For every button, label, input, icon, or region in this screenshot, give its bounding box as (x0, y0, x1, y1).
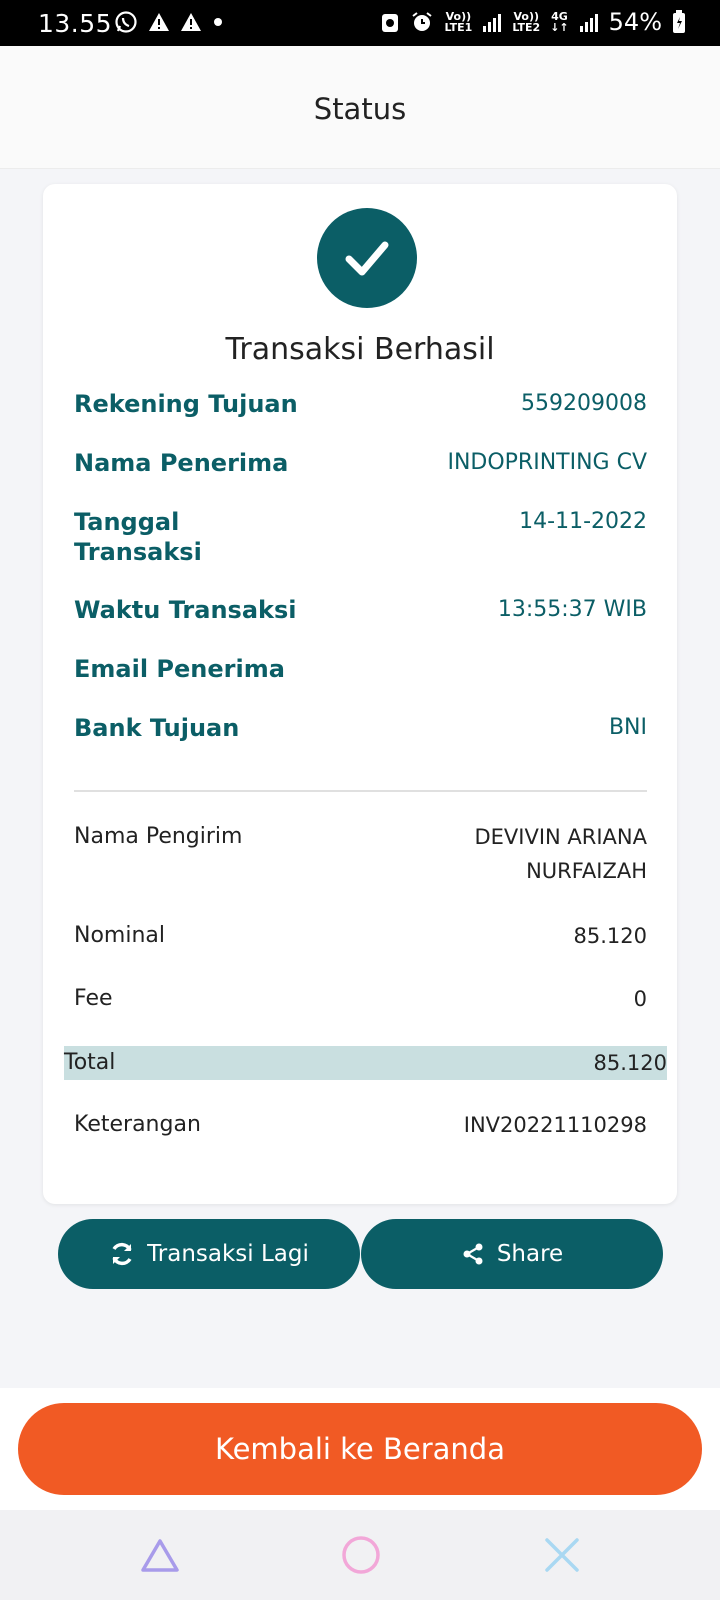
summary-value: 85.120 (573, 924, 647, 948)
recent-cross-icon[interactable] (540, 1533, 584, 1577)
refresh-icon (109, 1241, 135, 1267)
sim2-label: LTE2 (512, 21, 541, 34)
whatsapp-icon (114, 10, 138, 34)
summary-value: 0 (633, 987, 647, 1011)
section-divider (74, 790, 647, 792)
summary-row-sender (74, 820, 647, 890)
success-badge (317, 208, 417, 308)
bottom-panel (0, 1388, 720, 1510)
detail-row-bank (74, 713, 647, 753)
detail-row-email (74, 654, 647, 694)
status-bar (0, 0, 720, 46)
dot-icon (212, 16, 224, 28)
sim1-label: LTE1 (444, 21, 473, 34)
transaction-receipt-card (43, 184, 677, 1204)
summary-row-fee (74, 982, 647, 1018)
home-circle-icon[interactable] (339, 1533, 383, 1577)
checkmark-icon (341, 232, 393, 284)
transaction-status-title: Transaksi Berhasil (225, 332, 495, 367)
detail-row-account (74, 389, 647, 429)
summary-row-total (64, 1046, 667, 1080)
warning-icon (148, 11, 170, 33)
summary-value: DEVIVIN ARIANA NURFAIZAH (474, 825, 647, 883)
detail-value: INDOPRINTING CV (447, 450, 647, 475)
summary-row-nominal (74, 919, 647, 955)
summary-label: Fee (74, 986, 113, 1011)
detail-label: Nama Penerima (74, 449, 289, 477)
signal-icon (482, 12, 502, 32)
summary-label: Nama Pengirim (74, 824, 243, 849)
back-to-home-button[interactable]: Kembali ke Beranda (18, 1403, 702, 1495)
battery-icon (672, 10, 686, 34)
warning-icon (180, 11, 202, 33)
detail-label: Waktu Transaksi (74, 596, 297, 624)
transaction-again-label: Transaksi Lagi (147, 1241, 309, 1267)
detail-label: Bank Tujuan (74, 714, 240, 742)
summary-row-note (74, 1108, 647, 1144)
notification-icons (114, 10, 224, 34)
back-triangle-icon[interactable] (138, 1533, 182, 1577)
detail-label: Rekening Tujuan (74, 390, 298, 418)
share-label: Share (496, 1241, 564, 1267)
detail-label: Tanggal Transaksi (74, 508, 202, 566)
app-header (0, 46, 720, 169)
summary-label: Keterangan (74, 1112, 201, 1137)
detail-value: 559209008 (521, 391, 647, 416)
summary-label: Nominal (74, 923, 165, 948)
alarm-icon (410, 10, 434, 34)
summary-value: INV20221110298 (463, 1113, 647, 1137)
summary-value: 85.120 (593, 1051, 667, 1075)
status-time: 13.55 (38, 9, 113, 38)
system-navigation-bar (0, 1510, 720, 1600)
detail-row-time (74, 595, 647, 635)
page-title: Status (313, 92, 407, 126)
system-icons: Vo)) LTE1 Vo)) LTE2 4G ↓↑ 54% (380, 8, 686, 36)
share-icon (461, 1242, 485, 1266)
summary-label: Total (64, 1050, 116, 1075)
detail-row-recipient (74, 448, 647, 488)
detail-row-date (74, 507, 647, 571)
detail-value: 13:55:37 WIB (497, 597, 647, 622)
network-type: 4G (551, 10, 568, 23)
detail-value: BNI (608, 715, 647, 740)
transaction-again-button[interactable] (58, 1219, 360, 1289)
detail-value: 14-11-2022 (519, 509, 647, 534)
detail-label: Email Penerima (74, 655, 285, 683)
data-saver-icon (380, 10, 400, 34)
signal-icon (579, 12, 599, 32)
share-button[interactable] (361, 1219, 663, 1289)
battery-percent: 54% (608, 8, 662, 36)
